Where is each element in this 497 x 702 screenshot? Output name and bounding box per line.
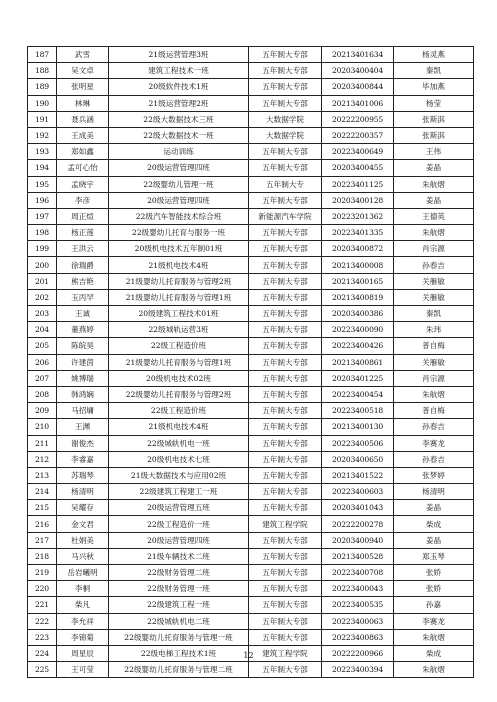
table-row — [28, 289, 474, 305]
class-name-cell: 22级城轨机电一班 — [109, 435, 249, 451]
table-row — [28, 484, 474, 500]
student-id-cell: 20223400863 — [322, 629, 394, 645]
class-name-cell: 21级婴幼儿托育服务与管理1班 — [109, 289, 249, 305]
student-id-cell: 20222200955 — [322, 111, 394, 127]
college-name-cell: 五年制大专部 — [249, 419, 322, 435]
student-name-cell: 李睿嘉 — [57, 451, 109, 467]
tutor-name-cell: 柴成 — [394, 516, 474, 532]
student-name-cell: 郑如鑫 — [57, 144, 109, 160]
student-id-cell: 20223400708 — [322, 565, 394, 581]
student-name-cell: 徐瑞爵 — [57, 257, 109, 273]
table-row — [28, 257, 474, 273]
student-id-cell: 20213401634 — [322, 47, 394, 63]
tutor-name-cell: 秦凯 — [394, 306, 474, 322]
tutor-name-cell: 关雁敏 — [394, 289, 474, 305]
student-name-cell: 姚博瑞 — [57, 370, 109, 386]
class-name-cell: 20级运营管理四班 — [109, 532, 249, 548]
student-name-cell: 谢俊杰 — [57, 435, 109, 451]
student-name-cell: 武雪 — [57, 47, 109, 63]
class-name-cell: 22级财务管理一班 — [109, 581, 249, 597]
row-number-cell: 218 — [28, 548, 57, 564]
student-name-cell: 聂兵涵 — [57, 111, 109, 127]
student-id-cell: 20213400008 — [322, 257, 394, 273]
student-id-cell: 20223400043 — [322, 581, 394, 597]
college-name-cell: 五年制大专部 — [249, 306, 322, 322]
class-name-cell: 22级婴幼儿托育与服务一班 — [109, 225, 249, 241]
table-row — [28, 176, 474, 192]
student-name-cell: 杨正莲 — [57, 225, 109, 241]
row-number-cell: 200 — [28, 257, 57, 273]
student-name-cell: 柴凡 — [57, 597, 109, 613]
college-name-cell: 五年制大专部 — [249, 322, 322, 338]
student-id-cell: 20222200357 — [322, 127, 394, 143]
row-number-cell: 192 — [28, 127, 57, 143]
student-id-cell: 20203400404 — [322, 63, 394, 79]
student-name-cell: 许建茵 — [57, 354, 109, 370]
class-name-cell: 22级婴幼儿管理一班 — [109, 176, 249, 192]
college-name-cell: 五年制大专部 — [249, 451, 322, 467]
student-id-cell: 20203400940 — [322, 532, 394, 548]
class-name-cell: 21级机电技术4班 — [109, 257, 249, 273]
table-row — [28, 241, 474, 257]
table-row — [28, 95, 474, 111]
college-name-cell: 五年制大专部 — [249, 95, 322, 111]
table-row — [28, 192, 474, 208]
class-name-cell: 20级机电技术五年制01班 — [109, 241, 249, 257]
student-id-cell: 20203400128 — [322, 192, 394, 208]
student-name-cell: 吴耀存 — [57, 500, 109, 516]
student-name-cell: 李锦菊 — [57, 629, 109, 645]
class-name-cell: 21级运营管理3班 — [109, 47, 249, 63]
tutor-name-cell: 朱航熠 — [394, 225, 474, 241]
row-number-cell: 198 — [28, 225, 57, 241]
row-number-cell: 221 — [28, 597, 57, 613]
row-number-cell: 213 — [28, 467, 57, 483]
page-number: 12 — [243, 651, 254, 660]
tutor-name-cell: 杨灵燕 — [394, 47, 474, 63]
student-name-cell: 王渊 — [57, 419, 109, 435]
class-name-cell: 22级工程造价班 — [109, 338, 249, 354]
tutor-name-cell: 姜晶 — [394, 160, 474, 176]
tutor-name-cell: 姜晶 — [394, 500, 474, 516]
row-number-cell: 217 — [28, 532, 57, 548]
tutor-name-cell: 肖宗源 — [394, 241, 474, 257]
student-id-cell: 20223400603 — [322, 484, 394, 500]
student-name-cell: 董燕婷 — [57, 322, 109, 338]
college-name-cell: 五年制大专部 — [249, 273, 322, 289]
student-id-cell: 20223201362 — [322, 208, 394, 224]
table-row — [28, 532, 474, 548]
table-row — [28, 208, 474, 224]
college-name-cell: 五年制大专部 — [249, 192, 322, 208]
student-name-cell: 熊吉艳 — [57, 273, 109, 289]
student-id-cell: 20203400650 — [322, 451, 394, 467]
college-name-cell: 五年制大专部 — [249, 370, 322, 386]
tutor-name-cell: 张斯淇 — [394, 111, 474, 127]
class-name-cell: 20级运营管理五班 — [109, 500, 249, 516]
college-name-cell: 五年制大专部 — [249, 435, 322, 451]
tutor-name-cell: 关雁敏 — [394, 354, 474, 370]
class-name-cell: 21级机电技术4班 — [109, 419, 249, 435]
student-name-cell: 王成美 — [57, 127, 109, 143]
row-number-cell: 193 — [28, 144, 57, 160]
college-name-cell: 五年制大专 — [249, 176, 322, 192]
student-id-cell: 20223401335 — [322, 225, 394, 241]
row-number-cell: 209 — [28, 403, 57, 419]
class-name-cell: 20级运营管理四班 — [109, 192, 249, 208]
class-name-cell: 20级运营管理四班 — [109, 160, 249, 176]
tutor-name-cell: 杨清明 — [394, 484, 474, 500]
student-name-cell: 孟晓宇 — [57, 176, 109, 192]
student-name-cell: 杜娟美 — [57, 532, 109, 548]
tutor-name-cell: 孙嘉 — [394, 597, 474, 613]
college-name-cell: 五年制大专部 — [249, 532, 322, 548]
class-name-cell: 22级汽车智能技术综合班 — [109, 208, 249, 224]
college-name-cell: 五年制大专部 — [249, 225, 322, 241]
tutor-name-cell: 毕加燕 — [394, 79, 474, 95]
class-name-cell: 运动训练 — [109, 144, 249, 160]
student-name-cell: 苏瑞琴 — [57, 467, 109, 483]
class-name-cell: 22级城轨机电二班 — [109, 613, 249, 629]
college-name-cell: 五年制大专部 — [249, 241, 322, 257]
class-name-cell: 22级电梯工程技术1班 — [109, 645, 249, 661]
tutor-name-cell: 肖宗源 — [394, 370, 474, 386]
table-row — [28, 273, 474, 289]
class-name-cell: 22级财务管理二班 — [109, 565, 249, 581]
row-number-cell: 222 — [28, 613, 57, 629]
class-name-cell: 21级婴幼儿托育服务与管理1班 — [109, 354, 249, 370]
table-row — [28, 127, 474, 143]
table-row — [28, 160, 474, 176]
college-name-cell: 五年制大专部 — [249, 354, 322, 370]
table-row — [28, 144, 474, 160]
student-id-cell: 20223400426 — [322, 338, 394, 354]
college-name-cell: 五年制大专部 — [249, 629, 322, 645]
table-row — [28, 322, 474, 338]
tutor-name-cell: 朱航熠 — [394, 629, 474, 645]
college-name-cell: 五年制大专部 — [249, 597, 322, 613]
table-row — [28, 451, 474, 467]
row-number-cell: 194 — [28, 160, 57, 176]
tutor-name-cell: 王德英 — [394, 208, 474, 224]
college-name-cell: 五年制大专部 — [249, 662, 322, 678]
row-number-cell: 225 — [28, 662, 57, 678]
student-id-cell: 20223401125 — [322, 176, 394, 192]
college-name-cell: 五年制大专部 — [249, 565, 322, 581]
college-name-cell: 五年制大专部 — [249, 144, 322, 160]
row-number-cell: 189 — [28, 79, 57, 95]
college-name-cell: 建筑工程学院 — [249, 516, 322, 532]
student-name-cell: 马兴秋 — [57, 548, 109, 564]
college-name-cell: 五年制大专部 — [249, 467, 322, 483]
row-number-cell: 190 — [28, 95, 57, 111]
tutor-name-cell: 李赛龙 — [394, 435, 474, 451]
tutor-name-cell: 张娇 — [394, 581, 474, 597]
student-name-cell: 周星辰 — [57, 645, 109, 661]
class-name-cell: 22级大数据技术一班 — [109, 127, 249, 143]
row-number-cell: 210 — [28, 419, 57, 435]
row-number-cell: 195 — [28, 176, 57, 192]
college-name-cell: 五年制大专部 — [249, 500, 322, 516]
row-number-cell: 215 — [28, 500, 57, 516]
row-number-cell: 205 — [28, 338, 57, 354]
student-id-cell: 20213400528 — [322, 548, 394, 564]
row-number-cell: 207 — [28, 370, 57, 386]
college-name-cell: 五年制大专部 — [249, 79, 322, 95]
table-row — [28, 47, 474, 63]
class-name-cell: 22级大数据技术三班 — [109, 111, 249, 127]
tutor-name-cell: 姜晶 — [394, 192, 474, 208]
college-name-cell: 建筑工程学院 — [249, 645, 322, 661]
row-number-cell: 191 — [28, 111, 57, 127]
student-name-cell: 王可莹 — [57, 662, 109, 678]
tutor-name-cell: 朱航熠 — [394, 176, 474, 192]
table-row — [28, 111, 474, 127]
class-name-cell: 22级婴幼儿托育服务与管理一班 — [109, 629, 249, 645]
student-name-cell: 周正煊 — [57, 208, 109, 224]
tutor-name-cell: 杨莹 — [394, 95, 474, 111]
college-name-cell: 五年制大专部 — [249, 47, 322, 63]
tutor-name-cell: 王伟 — [394, 144, 474, 160]
row-number-cell: 204 — [28, 322, 57, 338]
tutor-name-cell: 朱航熠 — [394, 662, 474, 678]
roster-table — [27, 46, 474, 678]
student-id-cell: 20223400090 — [322, 322, 394, 338]
student-name-cell: 陈皖昊 — [57, 338, 109, 354]
tutor-name-cell: 张梦婷 — [394, 467, 474, 483]
college-name-cell: 五年制大专部 — [249, 160, 322, 176]
tutor-name-cell: 秦凯 — [394, 63, 474, 79]
college-name-cell: 五年制大专部 — [249, 257, 322, 273]
table-row — [28, 581, 474, 597]
table-row — [28, 79, 474, 95]
student-name-cell: 韩鸿娴 — [57, 386, 109, 402]
student-id-cell: 20213400130 — [322, 419, 394, 435]
row-number-cell: 196 — [28, 192, 57, 208]
row-number-cell: 188 — [28, 63, 57, 79]
row-number-cell: 208 — [28, 386, 57, 402]
student-name-cell: 李彦 — [57, 192, 109, 208]
class-name-cell: 20级机电技术02班 — [109, 370, 249, 386]
table-row — [28, 306, 474, 322]
row-number-cell: 211 — [28, 435, 57, 451]
student-id-cell: 20222200278 — [322, 516, 394, 532]
class-name-cell: 20级软件技术1班 — [109, 79, 249, 95]
tutor-name-cell: 朱玮 — [394, 322, 474, 338]
college-name-cell: 五年制大专部 — [249, 581, 322, 597]
tutor-name-cell: 柴成 — [394, 645, 474, 661]
student-id-cell: 20213400165 — [322, 273, 394, 289]
tutor-name-cell: 孙春吉 — [394, 451, 474, 467]
tutor-name-cell: 关雁敏 — [394, 273, 474, 289]
student-id-cell: 20203400872 — [322, 241, 394, 257]
class-name-cell: 21级运营管理2班 — [109, 95, 249, 111]
student-id-cell: 20203401225 — [322, 370, 394, 386]
table-row — [28, 419, 474, 435]
student-name-cell: 马招墉 — [57, 403, 109, 419]
class-name-cell: 22级婴幼儿托育服务与管理2班 — [109, 386, 249, 402]
student-id-cell: 20223400506 — [322, 435, 394, 451]
row-number-cell: 224 — [28, 645, 57, 661]
class-name-cell: 20级建筑工程技术01班 — [109, 306, 249, 322]
student-id-cell: 20203400386 — [322, 306, 394, 322]
tutor-name-cell: 普自梅 — [394, 403, 474, 419]
tutor-name-cell: 朱航熠 — [394, 386, 474, 402]
row-number-cell: 214 — [28, 484, 57, 500]
student-id-cell: 20223400063 — [322, 613, 394, 629]
table-row — [28, 597, 474, 613]
table-row — [28, 63, 474, 79]
class-name-cell: 22级婴幼儿托育服务与管理二班 — [109, 662, 249, 678]
college-name-cell: 五年制大专部 — [249, 403, 322, 419]
student-id-cell: 20213400861 — [322, 354, 394, 370]
row-number-cell: 187 — [28, 47, 57, 63]
table-row — [28, 548, 474, 564]
class-name-cell: 22级建筑工程一班 — [109, 597, 249, 613]
class-name-cell: 21级婴幼儿托育服务与管理2班 — [109, 273, 249, 289]
table-row — [28, 386, 474, 402]
student-id-cell: 20213400819 — [322, 289, 394, 305]
college-name-cell: 五年制大专部 — [249, 289, 322, 305]
class-name-cell: 20级机电技术七班 — [109, 451, 249, 467]
college-name-cell: 五年制大专部 — [249, 63, 322, 79]
table-row — [28, 629, 474, 645]
table-row — [28, 565, 474, 581]
class-name-cell: 22级城轨运营3班 — [109, 322, 249, 338]
row-number-cell: 199 — [28, 241, 57, 257]
tutor-name-cell: 张斯淇 — [394, 127, 474, 143]
class-name-cell: 21级大数据技术与应用02班 — [109, 467, 249, 483]
tutor-name-cell: 张娇 — [394, 565, 474, 581]
student-name-cell: 李桐 — [57, 581, 109, 597]
tutor-name-cell: 姜晶 — [394, 532, 474, 548]
class-name-cell: 21级车辆技术二班 — [109, 548, 249, 564]
student-id-cell: 20203401043 — [322, 500, 394, 516]
row-number-cell: 220 — [28, 581, 57, 597]
college-name-cell: 五年制大专部 — [249, 338, 322, 354]
college-name-cell: 大数据学院 — [249, 127, 322, 143]
student-name-cell: 杨清明 — [57, 484, 109, 500]
table-row — [28, 500, 474, 516]
table-row — [28, 613, 474, 629]
student-name-cell: 吴文卓 — [57, 63, 109, 79]
row-number-cell: 216 — [28, 516, 57, 532]
student-name-cell: 王洪云 — [57, 241, 109, 257]
row-number-cell: 223 — [28, 629, 57, 645]
student-name-cell: 林琳 — [57, 95, 109, 111]
college-name-cell: 新能源汽车学院 — [249, 208, 322, 224]
student-name-cell: 王诚 — [57, 306, 109, 322]
row-number-cell: 201 — [28, 273, 57, 289]
student-id-cell: 20213401006 — [322, 95, 394, 111]
student-id-cell: 20223400535 — [322, 597, 394, 613]
class-name-cell: 22级建筑工程建工一班 — [109, 484, 249, 500]
student-id-cell: 20223400394 — [322, 662, 394, 678]
table-row — [28, 662, 474, 678]
tutor-name-cell: 孙春吉 — [394, 419, 474, 435]
class-name-cell: 建筑工程技术一班 — [109, 63, 249, 79]
class-name-cell: 22级工程造价一班 — [109, 516, 249, 532]
student-name-cell: 岳岩曦明 — [57, 565, 109, 581]
student-id-cell: 20223400454 — [322, 386, 394, 402]
roster-table-body — [28, 47, 474, 678]
college-name-cell: 五年制大专部 — [249, 386, 322, 402]
tutor-name-cell: 郑玉琴 — [394, 548, 474, 564]
tutor-name-cell: 孙春吉 — [394, 257, 474, 273]
table-row — [28, 435, 474, 451]
table-row — [28, 467, 474, 483]
row-number-cell: 202 — [28, 289, 57, 305]
student-id-cell: 20223400518 — [322, 403, 394, 419]
student-name-cell: 玉丙罕 — [57, 289, 109, 305]
row-number-cell: 219 — [28, 565, 57, 581]
student-id-cell: 20222200966 — [322, 645, 394, 661]
tutor-name-cell: 普自梅 — [394, 338, 474, 354]
table-row — [28, 516, 474, 532]
student-name-cell: 金文君 — [57, 516, 109, 532]
student-id-cell: 20203400455 — [322, 160, 394, 176]
tutor-name-cell: 李赛龙 — [394, 613, 474, 629]
student-name-cell: 张明星 — [57, 79, 109, 95]
college-name-cell: 五年制大专部 — [249, 613, 322, 629]
student-name-cell: 李允祥 — [57, 613, 109, 629]
row-number-cell: 212 — [28, 451, 57, 467]
table-row — [28, 225, 474, 241]
college-name-cell: 五年制大专部 — [249, 484, 322, 500]
row-number-cell: 197 — [28, 208, 57, 224]
student-id-cell: 20223400649 — [322, 144, 394, 160]
student-id-cell: 20213401522 — [322, 467, 394, 483]
row-number-cell: 203 — [28, 306, 57, 322]
table-row — [28, 338, 474, 354]
student-name-cell: 孟可心怡 — [57, 160, 109, 176]
table-row — [28, 403, 474, 419]
college-name-cell: 五年制大专部 — [249, 548, 322, 564]
table-row — [28, 370, 474, 386]
class-name-cell: 22级工程造价班 — [109, 403, 249, 419]
college-name-cell: 大数据学院 — [249, 111, 322, 127]
row-number-cell: 206 — [28, 354, 57, 370]
student-id-cell: 20203400844 — [322, 79, 394, 95]
table-row — [28, 354, 474, 370]
